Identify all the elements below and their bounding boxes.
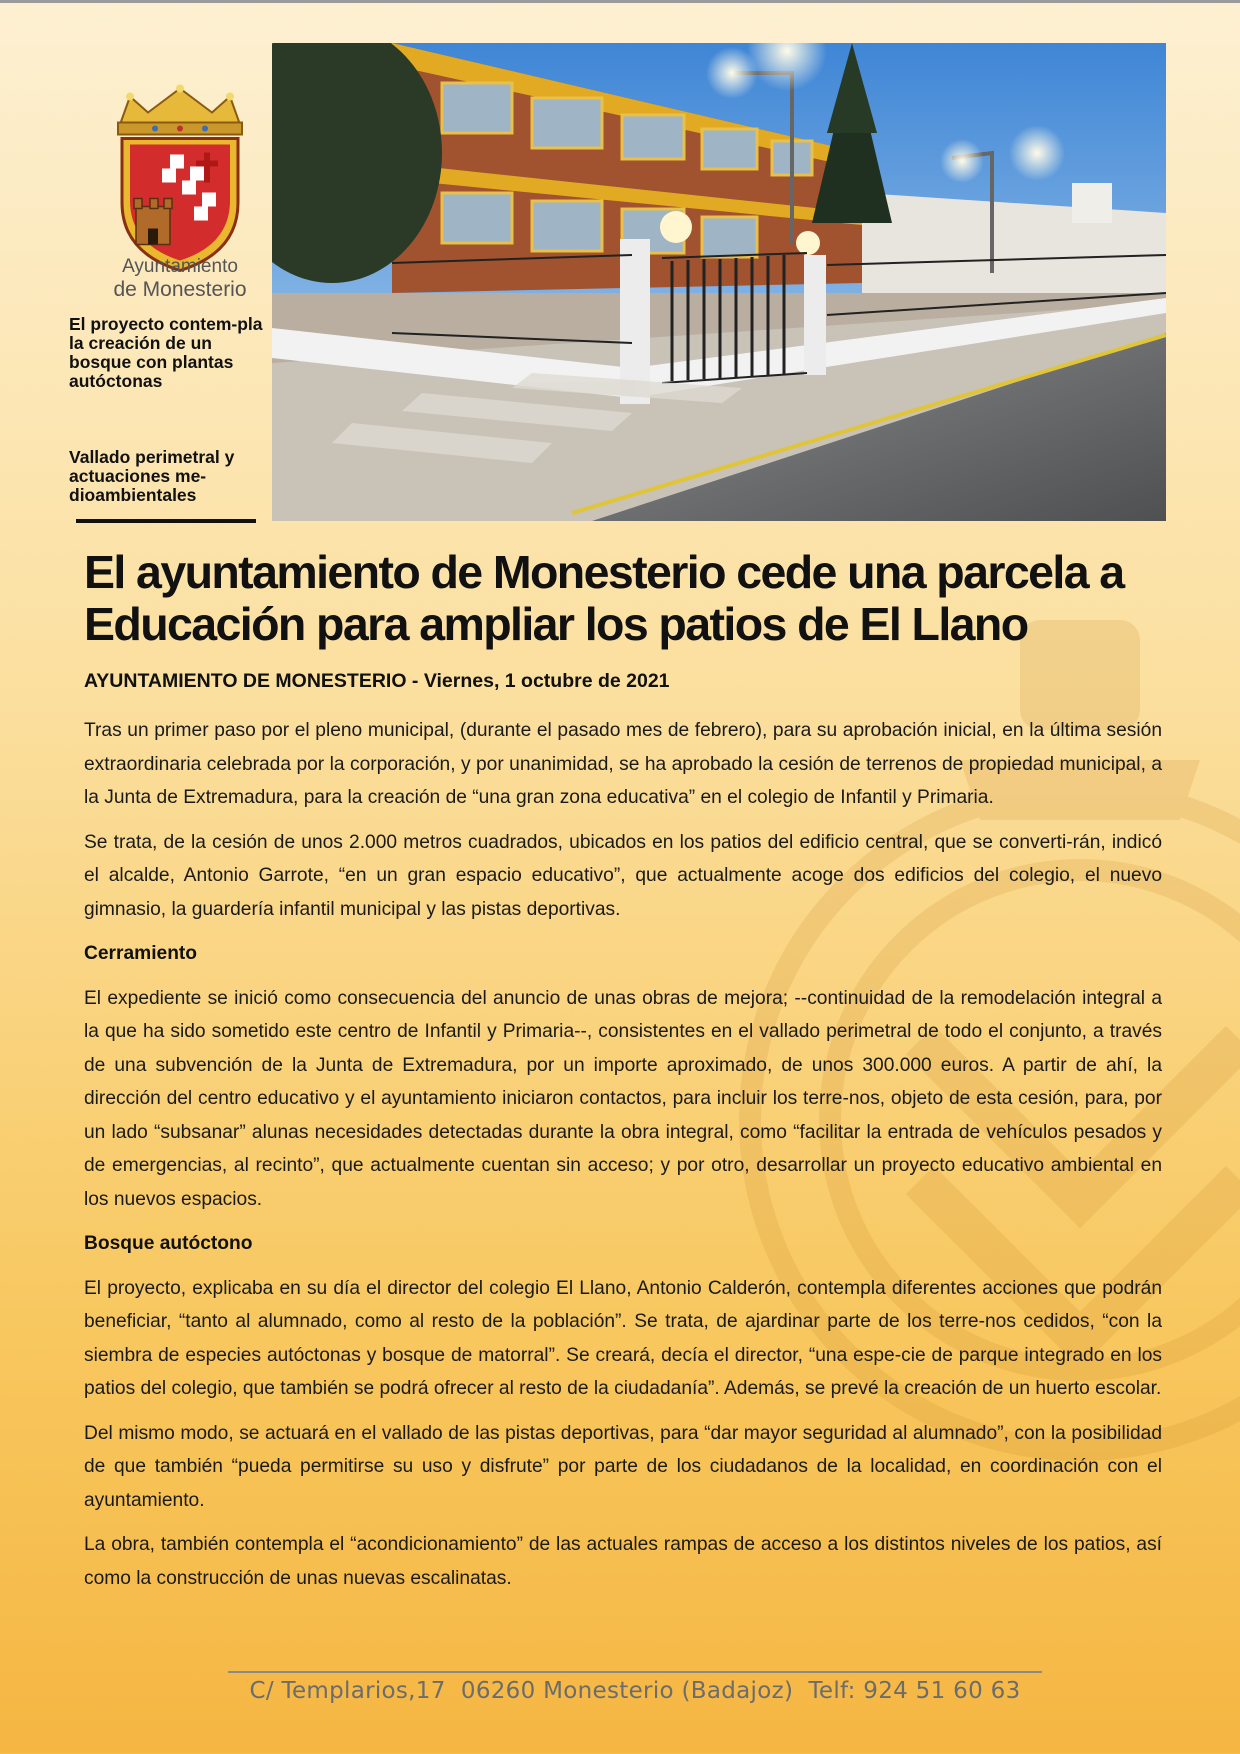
section-heading: Bosque autóctono bbox=[84, 1233, 253, 1254]
article-body bbox=[84, 714, 1162, 1606]
logo-line1: Ayuntamiento bbox=[122, 256, 238, 277]
sidebar-divider bbox=[76, 519, 256, 523]
paragraph: Tras un primer paso por el pleno municipal, (durante el pasado mes de febrero), para su aprobación inicial, en la última sesión extraordinaria celebrada por la corporación, y por unanimidad, se ha aprobado la cesión de terrenos de propiedad municipal, a la Junta de Extremadura, para la creación de “una gran zona educativa” en el colegio de Infantil y Primaria. bbox=[84, 720, 1162, 808]
crown-icon bbox=[118, 85, 242, 135]
paragraph: La obra, también contempla el “acondicionamiento” de las actuales rampas de acceso a los distintos niveles de los patios, así como la construcción de unas nuevas escalinatas. bbox=[84, 1534, 1162, 1589]
school-photo bbox=[272, 43, 1166, 521]
paragraph: El expediente se inició como consecuencia del anuncio de unas obras de mejora; --continuidad de la remodelación integral a la que ha sido sometido este centro de Infantil y Primaria--, consistentes en el vallado perimetral de todo el conjunto, a través de una subvención de la Junta de Extremadura, por un importe aproximado, de unos 300.000 euros. A partir de ahí, la dirección del centro educativo y el ayuntamiento iniciaron contactos, para incluir los terre-nos, objeto de esta cesión, para, por un lado “subsanar” alunas necesidades detectadas durante la obra integral, como “facilitar la entrada de vehículos pesados y de emergencias, al recinto”, que actualmente cuentan sin acceso; y por otro, desarrollar un proyecto educativo ambiental en los nuevos espacios. bbox=[84, 987, 1162, 1210]
footer-divider bbox=[228, 1671, 1042, 1673]
sidebar-note-fence: Vallado perimetral y actuaciones me-dioambientales bbox=[69, 447, 235, 505]
paragraph: El proyecto, explicaba en su día el director del colegio El Llano, Antonio Calderón, contempla diferentes acciones que podrán beneficiar, “tanto al alumnado, como al resto de la población”. Se trata, de ajardinar parte de los terre-nos cedidos, “con la siembra de especies autóctonas y bosque de matorral”. Se creará, decía el director, “una espe-cie de parque integrado en los patios del colegio, que también se podrá ofrecer al resto de la ciudadanía”. Además, se prevé la creación de un huerto escolar. bbox=[84, 1277, 1162, 1399]
paragraph: Del mismo modo, se actuará en el vallado de las pistas deportivas, para “dar mayor seguridad al alumnado”, con la posibilidad de que también “pueda permitirse su uso y disfrute” por parte de los ciudadanos de la localidad, en coordinación con el ayuntamiento. bbox=[84, 1422, 1162, 1511]
section-heading: Cerramiento bbox=[84, 943, 198, 964]
paragraph: Se trata, de la cesión de unos 2.000 metros cuadrados, ubicados en los patios del edificio central, que se converti-rán, indicó el alcalde, Antonio Garrote, “en un gran espacio educativo”, que actualmente acoge dos edificios del colegio, el nuevo gimnasio, la guardería infantil municipal y las pistas deportivas. bbox=[84, 831, 1162, 920]
dateline: AYUNTAMIENTO DE MONESTERIO - Viernes, 1 octubre de 2021 bbox=[84, 670, 670, 692]
sidebar-note-forest: El proyecto contem-pla la creación de un bosque con plantas autóctonas bbox=[69, 314, 263, 391]
logo-line2: de Monesterio bbox=[113, 278, 247, 301]
footer-address: C/ Templarios,17 06260 Monesterio (Badajoz) Telf: 924 51 60 63 bbox=[249, 1678, 1021, 1704]
top-border bbox=[0, 0, 1240, 3]
article-headline: El ayuntamiento de Monesterio cede una parcela a Educación para ampliar los patios de El Llano bbox=[84, 546, 1124, 650]
